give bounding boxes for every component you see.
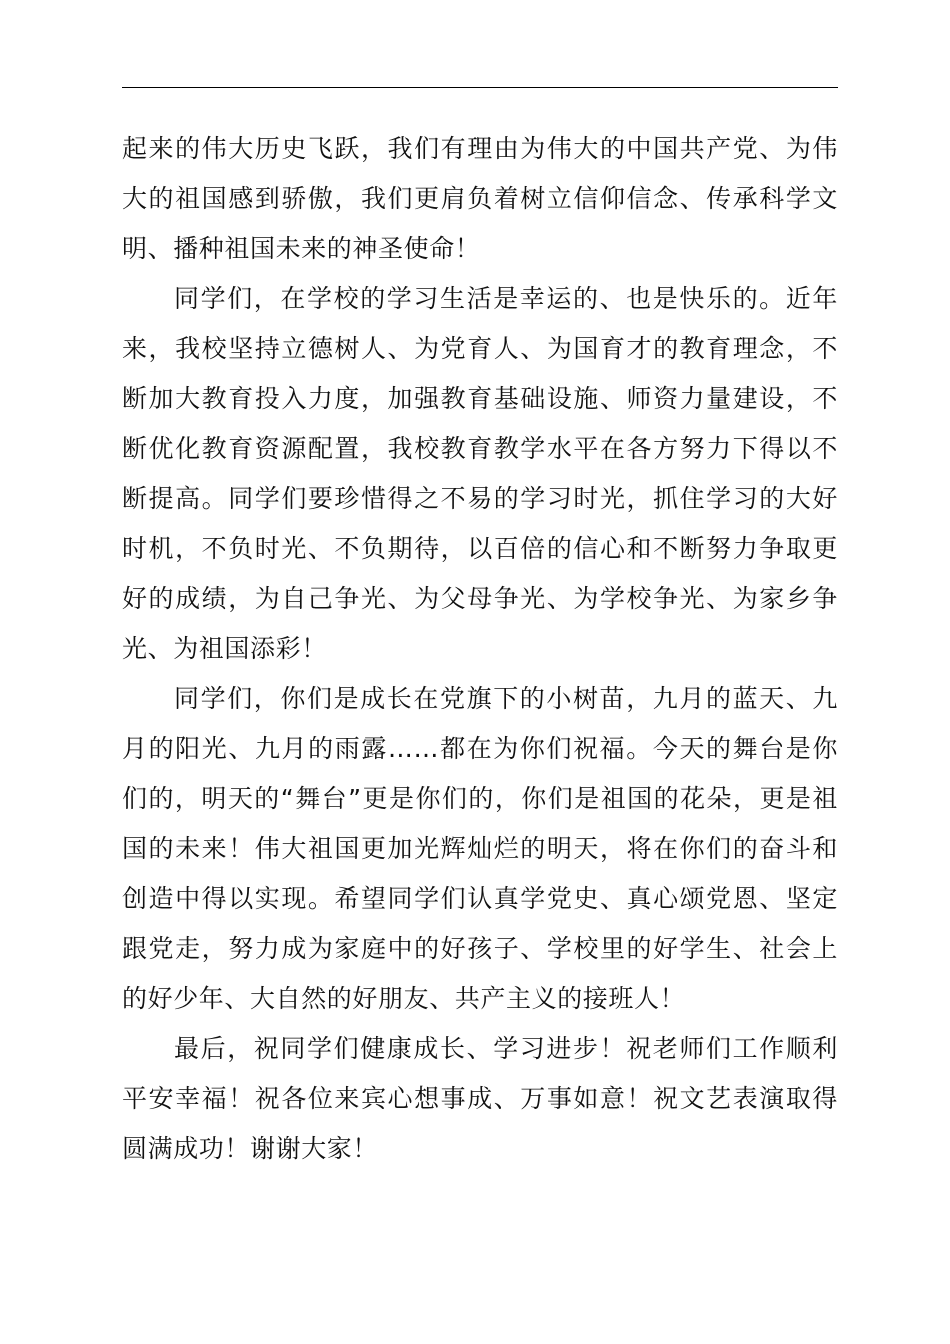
paragraph-school-life: 同学们，在学校的学习生活是幸运的、也是快乐的。近年来，我校坚持立德树人、为党育人、为国育才的教育理念，不断加大教育投入力度，加强教育基础设施、师资力量建设，不断优化教育资源配置，我校教育教学水平在各方努力下得以不断提高。同学们要珍惜得之不易的学习时光，抓住学习的大好时机，不负时光、不负期待，以百倍的信心和不断努力争取更好的成绩，为自己争光、为父母争光、为学校争光、为家乡争光、为祖国添彩！ [122,284,838,663]
document-body [122,124,838,1174]
paragraph-closing: 最后，祝同学们健康成长、学习进步！祝老师们工作顺利平安幸福！祝各位来宾心想事成、万事如意！祝文艺表演取得圆满成功！谢谢大家！ [122,1034,838,1163]
header-rule [122,87,838,88]
paragraph-future: 同学们，你们是成长在党旗下的小树苗，九月的蓝天、九月的阳光、九月的雨露……都在为你们祝福。今天的舞台是你们的，明天的“舞台”更是你们的，你们是祖国的花朵，更是祖国的未来！伟大祖国更加光辉灿烂的明天，将在你们的奋斗和创造中得以实现。希望同学们认真学党史、真心颂党恩、坚定跟党走，努力成为家庭中的好孩子、学校里的好学生、社会上的好少年、大自然的好朋友、共产主义的接班人！ [122,684,838,1013]
paragraph-continuation: 起来的伟大历史飞跃，我们有理由为伟大的中国共产党、为伟大的祖国感到骄傲，我们更肩负着树立信仰信念、传承科学文明、播种祖国未来的神圣使命！ [122,134,838,263]
